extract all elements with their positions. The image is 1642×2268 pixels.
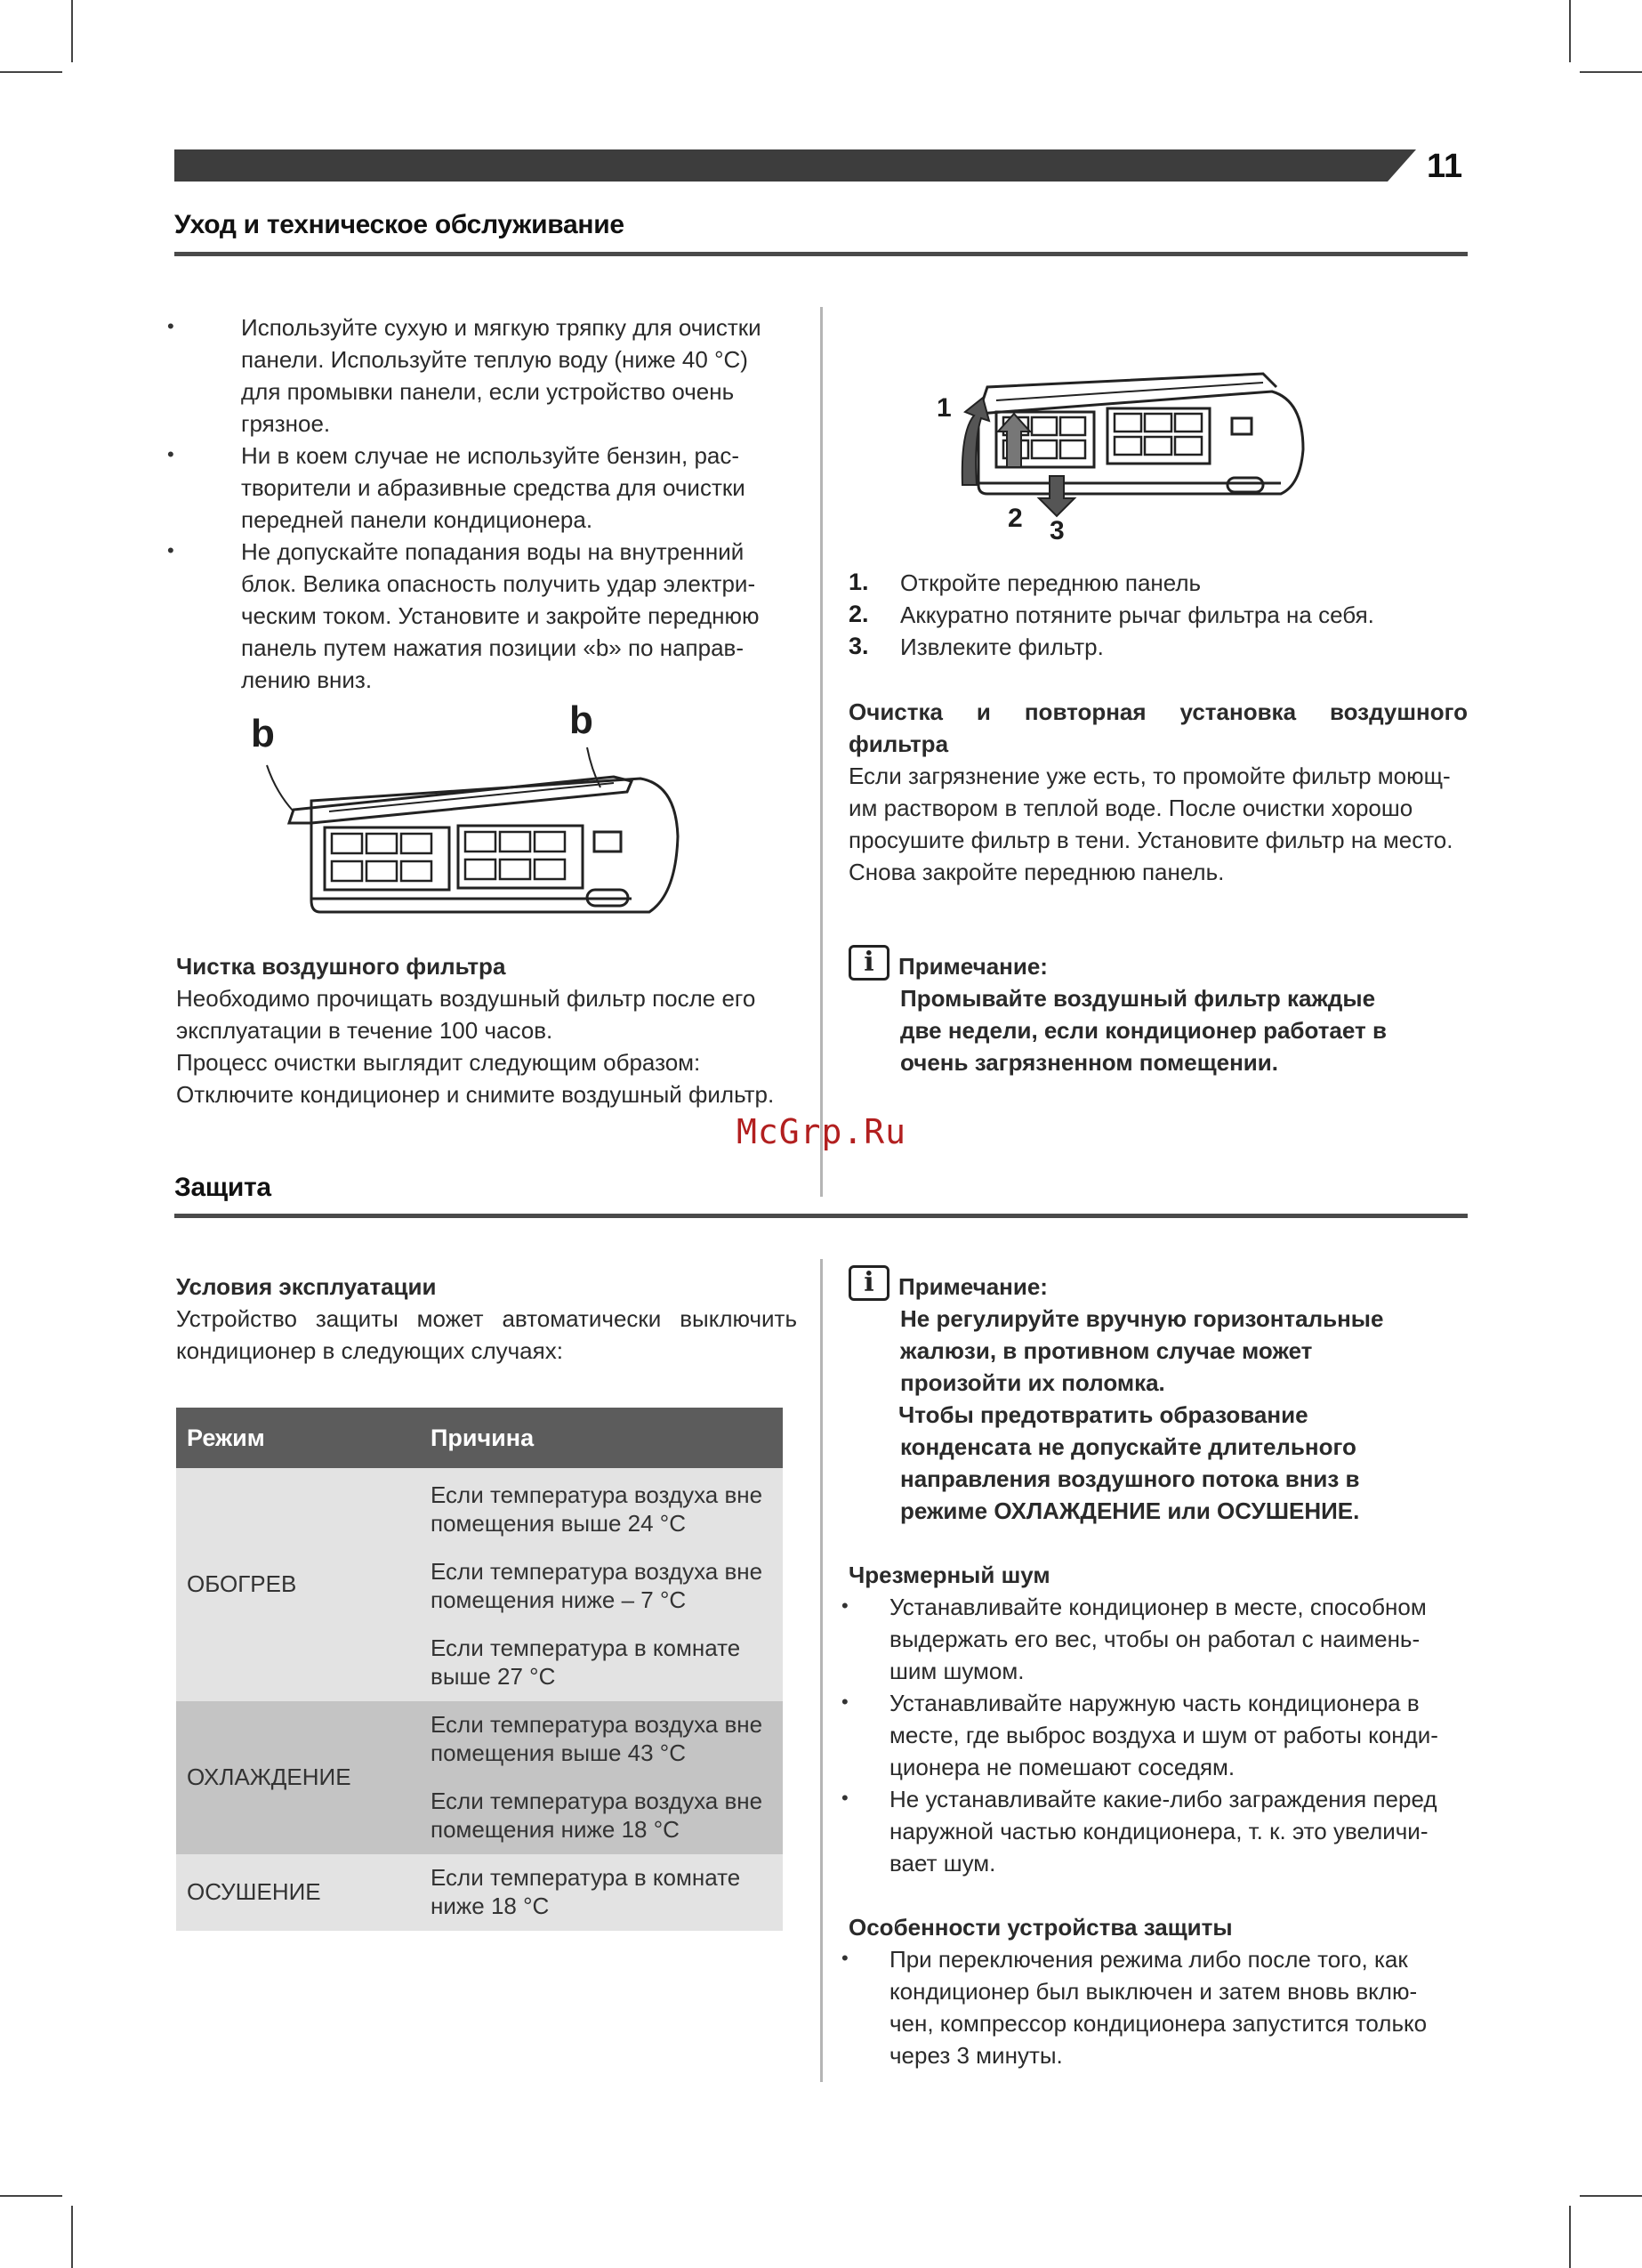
- features-heading: Особенности устройства защиты: [849, 1914, 1233, 1941]
- table-row: [176, 1468, 783, 1548]
- section-rule: [174, 1214, 1468, 1218]
- table-cell-reason: Если температура в комнате выше 27 °C: [431, 1634, 741, 1690]
- table-cell-reason: Если температура воздуха вне помещения ниже 18 °C: [431, 1788, 763, 1843]
- bullet-dot: •: [841, 1594, 849, 1617]
- table-cell-reason: Если температура воздуха вне помещения выше 43 °C: [431, 1711, 763, 1766]
- page-number: 11: [1427, 148, 1463, 185]
- protection-table: [176, 1408, 783, 1931]
- conditions-heading: Условия эксплуатации: [176, 1273, 437, 1300]
- filter-text: Необходимо прочищать воздушный фильтр после его эксплуатации в течение 100 часов. Процесс очистки выглядит следующим образом: Отключите кондиционер и снимите воздушный фильтр.: [176, 985, 775, 1108]
- step-text: Откройте переднюю панель: [900, 569, 1202, 596]
- filter-removal-figure: [925, 351, 1316, 538]
- list-item: Ни в коем случае не используйте бензин, рас- творители и абразивные средства для очистки передней панели кондиционера.: [241, 442, 745, 533]
- crop-mark: [0, 2195, 62, 2197]
- bullet-dot: •: [841, 1947, 849, 1969]
- table-header-row: [176, 1408, 783, 1468]
- info-icon: i: [849, 945, 889, 981]
- crop-mark: [1580, 2195, 1642, 2197]
- step-text: Аккуратно потяните рычаг фильтра на себя.: [900, 601, 1374, 628]
- ac-unit-panel-figure: [240, 703, 685, 925]
- step-number: 3.: [849, 633, 869, 659]
- table-cell-reason: Если температура в комнате ниже 18 °C: [431, 1864, 741, 1919]
- section-title-maintenance: Уход и техническое обслуживание: [174, 210, 624, 239]
- section-rule: [174, 252, 1468, 256]
- list-item: Не допускайте попадания воды на внутренний блок. Велика опасность получить удар электри- ческим током. Установите и закройте переднюю панель путем нажатия позиции «b» по направ- лению вниз.: [241, 538, 760, 693]
- table-header: Причина: [420, 1408, 783, 1468]
- table-header: Режим: [176, 1408, 420, 1468]
- filter-heading: Чистка воздушного фильтра: [176, 953, 506, 980]
- table-cell-mode: ОБОГРЕВ: [187, 1570, 297, 1597]
- column-divider: [820, 1259, 823, 2082]
- bullet-dot: •: [167, 443, 174, 465]
- crop-mark: [71, 2206, 73, 2268]
- bullet-dot: •: [167, 539, 174, 561]
- crop-mark: [1569, 2206, 1571, 2268]
- list-item: При переключения режима либо после того, как кондиционер был выключен и затем вновь вклю- чен, компрессор кондиционера запустится только через 3 минуты.: [889, 1946, 1428, 2069]
- header-bar: [174, 149, 1420, 183]
- crop-mark: [71, 0, 73, 62]
- list-item: Не устанавливайте какие-либо заграждения перед наружной частью кондиционера, т. к. это увеличи- вает шум.: [889, 1786, 1437, 1877]
- table-row: [176, 1854, 783, 1931]
- table-cell-reason: Если температура воздуха вне помещения выше 24 °C: [431, 1481, 763, 1537]
- note-title: Примечание:: [898, 1273, 1048, 1300]
- figure-label-b: b: [569, 698, 593, 742]
- step-text: Извлеките фильтр.: [900, 634, 1104, 660]
- clean-text: Если загрязнение уже есть, то промойте фильтр моющ- им раствором в теплой воде. После очистки хорошо просушите фильтр в тени. Установите фильтр на место. Снова закройте переднюю панель.: [849, 763, 1453, 885]
- watermark: McGrp.Ru: [736, 1112, 907, 1151]
- table-cell-mode: ОХЛАЖДЕНИЕ: [187, 1764, 351, 1790]
- clean-heading: Очистка и повторная установка воздушного фильтра: [849, 698, 1468, 757]
- section-title-protection: Защита: [174, 1173, 271, 1202]
- crop-mark: [1569, 0, 1571, 62]
- noise-heading: Чрезмерный шум: [849, 1562, 1050, 1588]
- table-cell-reason: Если температура воздуха вне помещения ниже – 7 °C: [431, 1558, 763, 1613]
- list-item: Устанавливайте наружную часть кондиционера в месте, где выброс воздуха и шум от работы конди- ционера не помешают соседям.: [889, 1690, 1438, 1780]
- table-cell-mode: ОСУШЕНИЕ: [187, 1878, 321, 1905]
- figure-label-b: b: [251, 712, 275, 755]
- crop-mark: [1580, 71, 1642, 73]
- step-number: 2.: [849, 601, 869, 627]
- note-text: Промывайте воздушный фильтр каждые две недели, если кондиционер работает в очень загрязненном помещении.: [900, 985, 1387, 1076]
- figure-label-2: 2: [1008, 504, 1023, 533]
- conditions-text: Устройство защиты может автоматически выключить кондиционер в следующих случаях:: [176, 1305, 797, 1364]
- info-icon: i: [849, 1265, 889, 1301]
- figure-label-3: 3: [1050, 516, 1065, 545]
- note-text: Не регулируйте вручную горизонтальные жалюзи, в противном случае может произойти их поломка. Чтобы предотвратить образование конденсата не допускайте длительного направления воздушного потока вниз в режиме ОХЛАЖДЕНИЕ или ОСУШЕНИЕ.: [898, 1305, 1384, 1524]
- bullet-dot: •: [841, 1691, 849, 1713]
- note-title: Примечание:: [898, 953, 1048, 980]
- crop-mark: [0, 71, 62, 73]
- list-item: Устанавливайте кондиционер в месте, способном выдержать его вес, чтобы он работал с наимень- шим шумом.: [889, 1594, 1427, 1684]
- list-item: Используйте сухую и мягкую тряпку для очистки панели. Используйте теплую воду (ниже 40 °C) для промывки панели, если устройство очень грязное.: [241, 314, 761, 437]
- column-divider: [820, 307, 823, 1197]
- bullet-dot: •: [841, 1787, 849, 1809]
- table-row: [176, 1701, 783, 1778]
- figure-label-1: 1: [937, 393, 952, 423]
- step-number: 1.: [849, 569, 869, 595]
- bullet-dot: •: [167, 315, 174, 337]
